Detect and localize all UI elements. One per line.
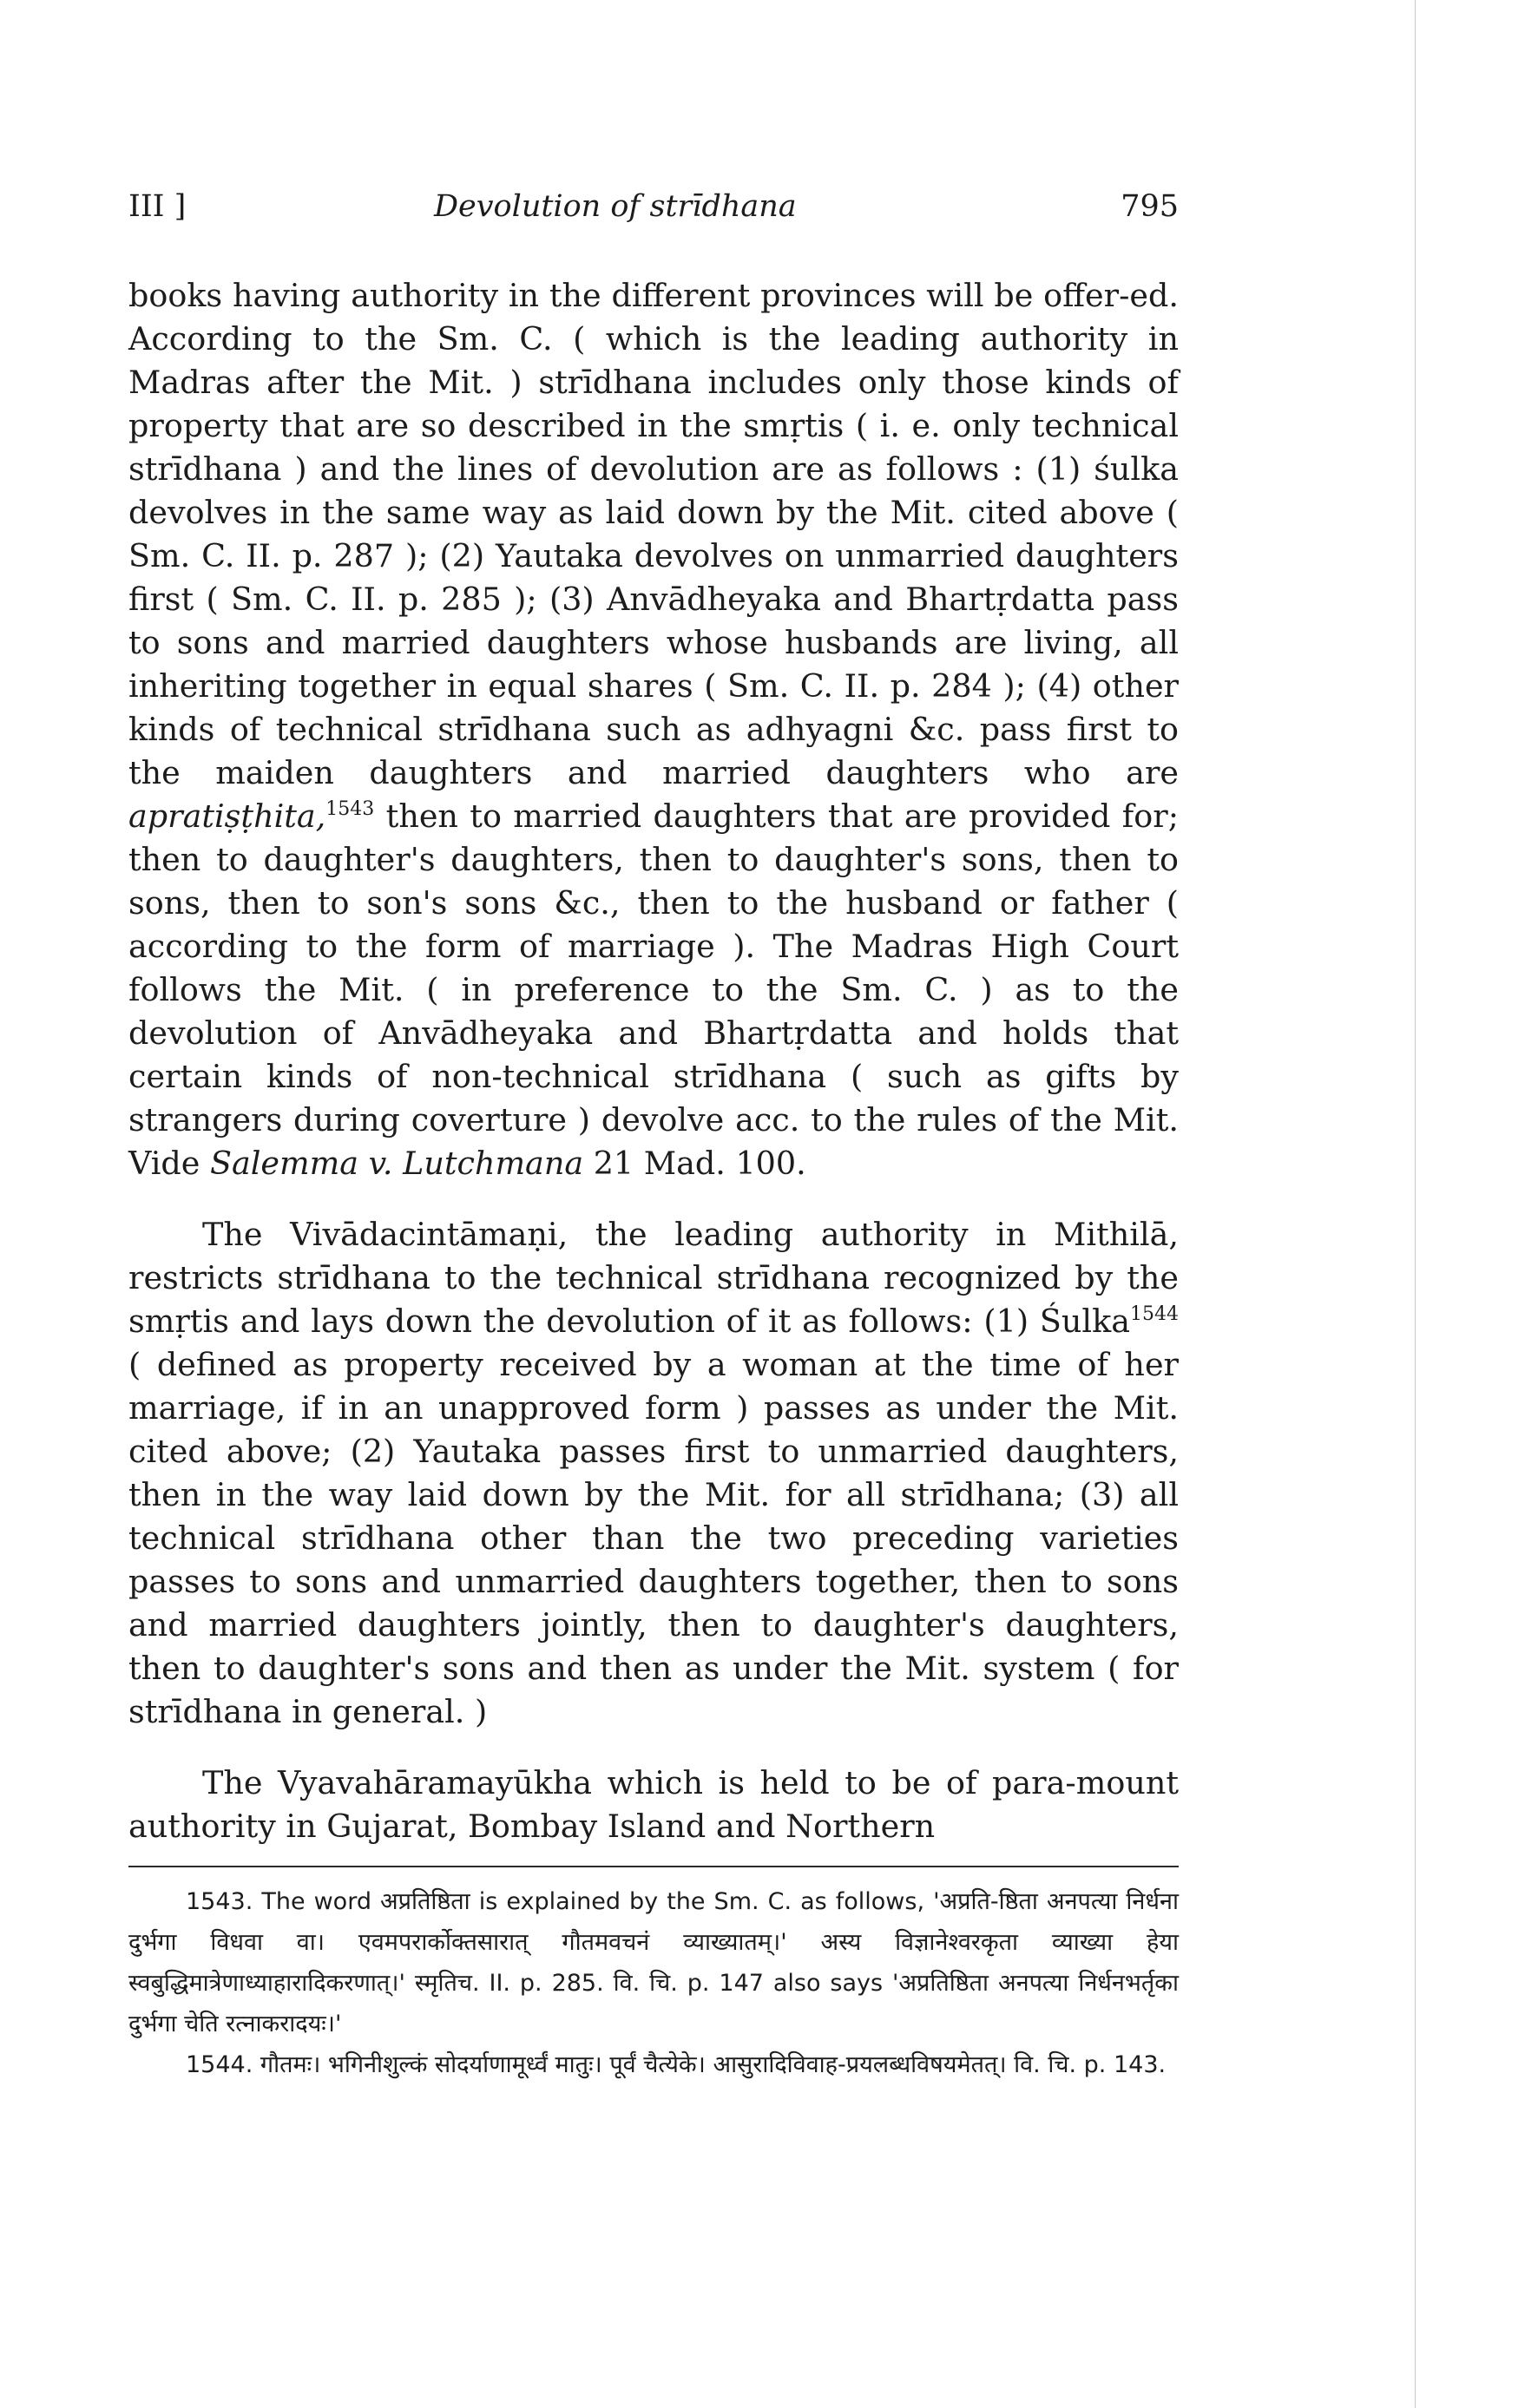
footnotes [128, 1881, 1179, 2085]
body-text [128, 274, 1179, 1848]
footnote-number: 1543. [186, 1888, 253, 1915]
page-edge-line [1415, 0, 1416, 2408]
text-segment: 21 Mad. 100. [583, 1145, 806, 1182]
paragraph-3 [128, 1762, 1179, 1848]
section-number: III ] [128, 189, 187, 224]
footnote-text: गौतमः। भगिनीशुल्कं सोदर्याणामूर्ध्वं मातुः। पूर्वं चैत्येके। आसुरादिविवाह-प्रयलब्धविषयमेतत्। वि. चि. p. 143. [260, 2051, 1167, 2078]
book-page [128, 189, 1179, 2085]
footnote-text: The word अप्रतिष्ठिता is explained by the Sm. C. as follows, 'अप्रति-ष्ठिता अनपत्या निर्धना दुर्भगा विधवा वा। एवमपरार्कोक्तसारात् गौतमवचनं व्याख्यातम्।' अस्य विज्ञानेश्वरकृता व्याख्या हेया स्वबुद्धिमात्रेणाध्याहारादिकरणात्।' स्मृतिच. II. p. 285. वि. चि. p. 147 also says 'अप्रतिष्ठिता अनपत्या निर्धनभर्तृका दुर्भगा चेति रत्नाकरादयः।' [128, 1888, 1179, 2037]
footnote-number: 1544. [186, 2051, 253, 2078]
text-segment: ( defined as property received by a woman at the time of her marriage, if in an unapproved form ) passes as under the Mit. cited above; (2) Yautaka passes first to unmarried daughters, then in the way laid down by the Mit. for all strīdhana; (3) all technical strīdhana other than the two preceding varieties passes to sons and unmarried daughters together, then to sons and married daughters jointly, then to daughter's daughters, then to daughter's sons and then as under the Mit. system ( for strīdhana in general. ) [128, 1346, 1179, 1730]
running-head [128, 189, 1179, 241]
chapter-title: Devolution of strīdhana [434, 189, 797, 224]
text-segment: books having authority in the different provinces will be offer-ed. According to the Sm. C. ( which is the leading authority in Madras after the Mit. ) strīdhana includes only those kinds of property that are so described in the smṛtis ( i. e. only technical strīdhana ) and the lines of devolution are as follows : (1) śulka devolves in the same way as laid down by the Mit. cited above ( Sm. C. II. p. 287 ); (2) Yautaka devolves on unmarried daughters first ( Sm. C. II. p. 285 ); (3) Anvādheyaka and Bhartṛdatta pass to sons and married daughters whose husbands are living, all inheriting together in equal shares ( Sm. C. II. p. 284 ); (4) other kinds of technical strīdhana such as adhyagni &c. pass first to the maiden daughters and married daughters who are [128, 277, 1179, 791]
italic-term: apratiṣṭhita, [128, 797, 326, 835]
footnote-ref-1543: 1543 [325, 798, 375, 820]
paragraph-1 [128, 274, 1179, 1185]
text-segment: The Vyavahāramayūkha which is held to be of para-mount authority in Gujarat, Bombay Island and Northern [128, 1764, 1179, 1845]
text-segment: then to married daughters that are provided for; then to daughter's daughters, then to daughter's sons, then to sons, then to son's sons &c., then to the husband or father ( according to the form of marriage ). The Madras High Court follows the Mit. ( in preference to the Sm. C. ) as to the devolution of Anvādheyaka and Bhartṛdatta and holds that certain kinds of non-technical strīdhana ( such as gifts by strangers during coverture ) devolve acc. to the rules of the Mit. Vide [128, 797, 1179, 1182]
footnote-1544 [128, 2044, 1179, 2085]
footnote-rule [128, 1866, 1179, 1867]
footnote-ref-1544: 1544 [1130, 1303, 1179, 1325]
paragraph-2 [128, 1213, 1179, 1734]
page-number: 795 [1121, 189, 1179, 224]
case-citation: Salemma v. Lutchmana [209, 1145, 584, 1182]
footnote-1543 [128, 1881, 1179, 2044]
text-segment: The Vivādacintāmaṇi, the leading authority in Mithilā, restricts strīdhana to the technical strīdhana recognized by the smṛtis and lays down the devolution of it as follows: (1) Śulka [128, 1216, 1179, 1340]
